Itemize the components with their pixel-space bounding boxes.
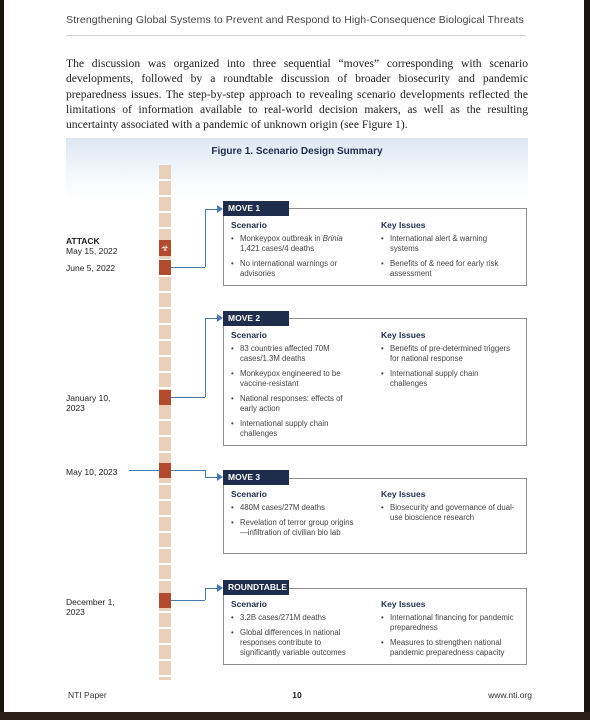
list-item: • International alert & warning systems — [381, 234, 516, 254]
timeline-marker-may — [159, 463, 171, 478]
page-number: 10 — [292, 690, 302, 700]
connector-move3 — [171, 470, 205, 471]
list-item — [231, 234, 361, 254]
connector-move3-top — [205, 477, 217, 478]
list-item: • 83 countries affected 70M cases/1.3M deaths — [231, 344, 361, 364]
biohazard-icon: ☣ — [159, 240, 171, 256]
roundtable-scenario-head: Scenario — [231, 599, 267, 609]
footer-url: www.nti.org — [488, 690, 532, 700]
move1-scenario-item1-em: Brinia — [322, 234, 343, 243]
date-label-january-line1: January 10, — [66, 393, 111, 403]
move3-scenario — [231, 489, 361, 543]
move1-issues-head: Key Issues — [381, 220, 426, 230]
list-item: • Benefits of & need for early risk assessment — [381, 259, 516, 279]
list-item: • International supply chain challenges — [381, 369, 516, 389]
move2-scenario — [231, 330, 361, 444]
move1-tag: MOVE 1 — [223, 201, 289, 216]
list-item: • Revelation of terror group origins—infiltration of civilian bio lab — [231, 518, 361, 538]
date-label-january-line2: 2023 — [66, 403, 85, 413]
move2-issues-head: Key Issues — [381, 330, 426, 340]
timeline-marker-december — [159, 593, 171, 608]
attack-label: ATTACK — [66, 236, 100, 246]
running-header: Strengthening Global Systems to Prevent and Respond to High-Consequence Biological Threats — [66, 14, 524, 26]
connector-may-left — [129, 470, 159, 471]
list-item: • 480M cases/27M deaths — [231, 503, 361, 513]
roundtable-issues — [381, 599, 521, 663]
move1-scenario — [231, 220, 361, 284]
list-item: • Biosecurity and governance of dual-use bioscience research — [381, 503, 516, 523]
list-item: • International financing for pandemic preparedness — [381, 613, 521, 633]
connector-move2-vertical — [205, 318, 206, 397]
move1-scenario-head: Scenario — [231, 220, 267, 230]
connector-roundtable-vertical — [205, 588, 206, 600]
move1-issues — [381, 220, 516, 284]
move3-tag: MOVE 3 — [223, 470, 289, 485]
figure-title: Figure 1. Scenario Design Summary — [211, 146, 383, 157]
roundtable-issues-head: Key Issues — [381, 599, 426, 609]
list-item: • Measures to strengthen national pandemic preparedness capacity — [381, 638, 521, 658]
date-label-december-line1: December 1, — [66, 597, 115, 607]
move3-scenario-head: Scenario — [231, 489, 267, 499]
list-item: • Global differences in national responses contribute to significantly variable outcomes — [231, 628, 361, 658]
footer-left: NTI Paper — [68, 690, 107, 700]
list-item: • International supply chain challenges — [231, 419, 361, 439]
date-label-december-line2: 2023 — [66, 607, 85, 617]
roundtable-scenario — [231, 599, 361, 663]
date-label-january — [66, 393, 156, 413]
date-label-june: June 5, 2022 — [66, 263, 116, 273]
roundtable-tag: ROUNDTABLE — [223, 580, 289, 595]
list-item: • Monkeypox engineered to be vaccine-resistant — [231, 369, 361, 389]
attack-date: May 15, 2022 — [66, 246, 118, 256]
timeline-marker-june — [159, 260, 171, 275]
connector-move1 — [171, 267, 205, 268]
move3-issues-head: Key Issues — [381, 489, 426, 499]
list-item: • Benefits of pre-determined triggers for national response — [381, 344, 516, 364]
date-label-december — [66, 597, 156, 617]
connector-roundtable — [171, 600, 205, 601]
connector-move2 — [171, 397, 205, 398]
move2-scenario-head: Scenario — [231, 330, 267, 340]
connector-move1-top — [205, 209, 217, 210]
list-item: • No international warnings or advisories — [231, 259, 361, 279]
move2-issues — [381, 330, 516, 394]
attack-date-label — [66, 236, 156, 256]
timeline-marker-january — [159, 390, 171, 405]
list-item: • 3.2B cases/271M deaths — [231, 613, 361, 623]
move3-issues — [381, 489, 516, 528]
move1-scenario-item1-pre: Monkeypox outbreak in — [240, 234, 323, 243]
move1-scenario-item1-post: 1,421 cases/4 deaths — [240, 244, 315, 253]
list-item: • National responses: effects of early action — [231, 394, 361, 414]
intro-paragraph: The discussion was organized into three sequential “moves” corresponding with scenario developments, followed by a roundtable discussion of broader biosecurity and pandemic preparedness issues. The step-by-step approach to revealing scenario developments reflected the limitations of information available to real-world decision makers, as well as the resulting uncertainty associated with a pandemic of unknown origin (see Figure 1). — [66, 57, 528, 132]
move2-tag: MOVE 2 — [223, 311, 289, 326]
connector-move1-vertical — [205, 209, 206, 267]
connector-move2-top — [205, 318, 217, 319]
header-rule — [66, 35, 526, 36]
viewer-bottom-strip — [0, 712, 590, 720]
date-label-may: May 10, 2023 — [66, 467, 118, 477]
connector-roundtable-top — [205, 588, 217, 589]
